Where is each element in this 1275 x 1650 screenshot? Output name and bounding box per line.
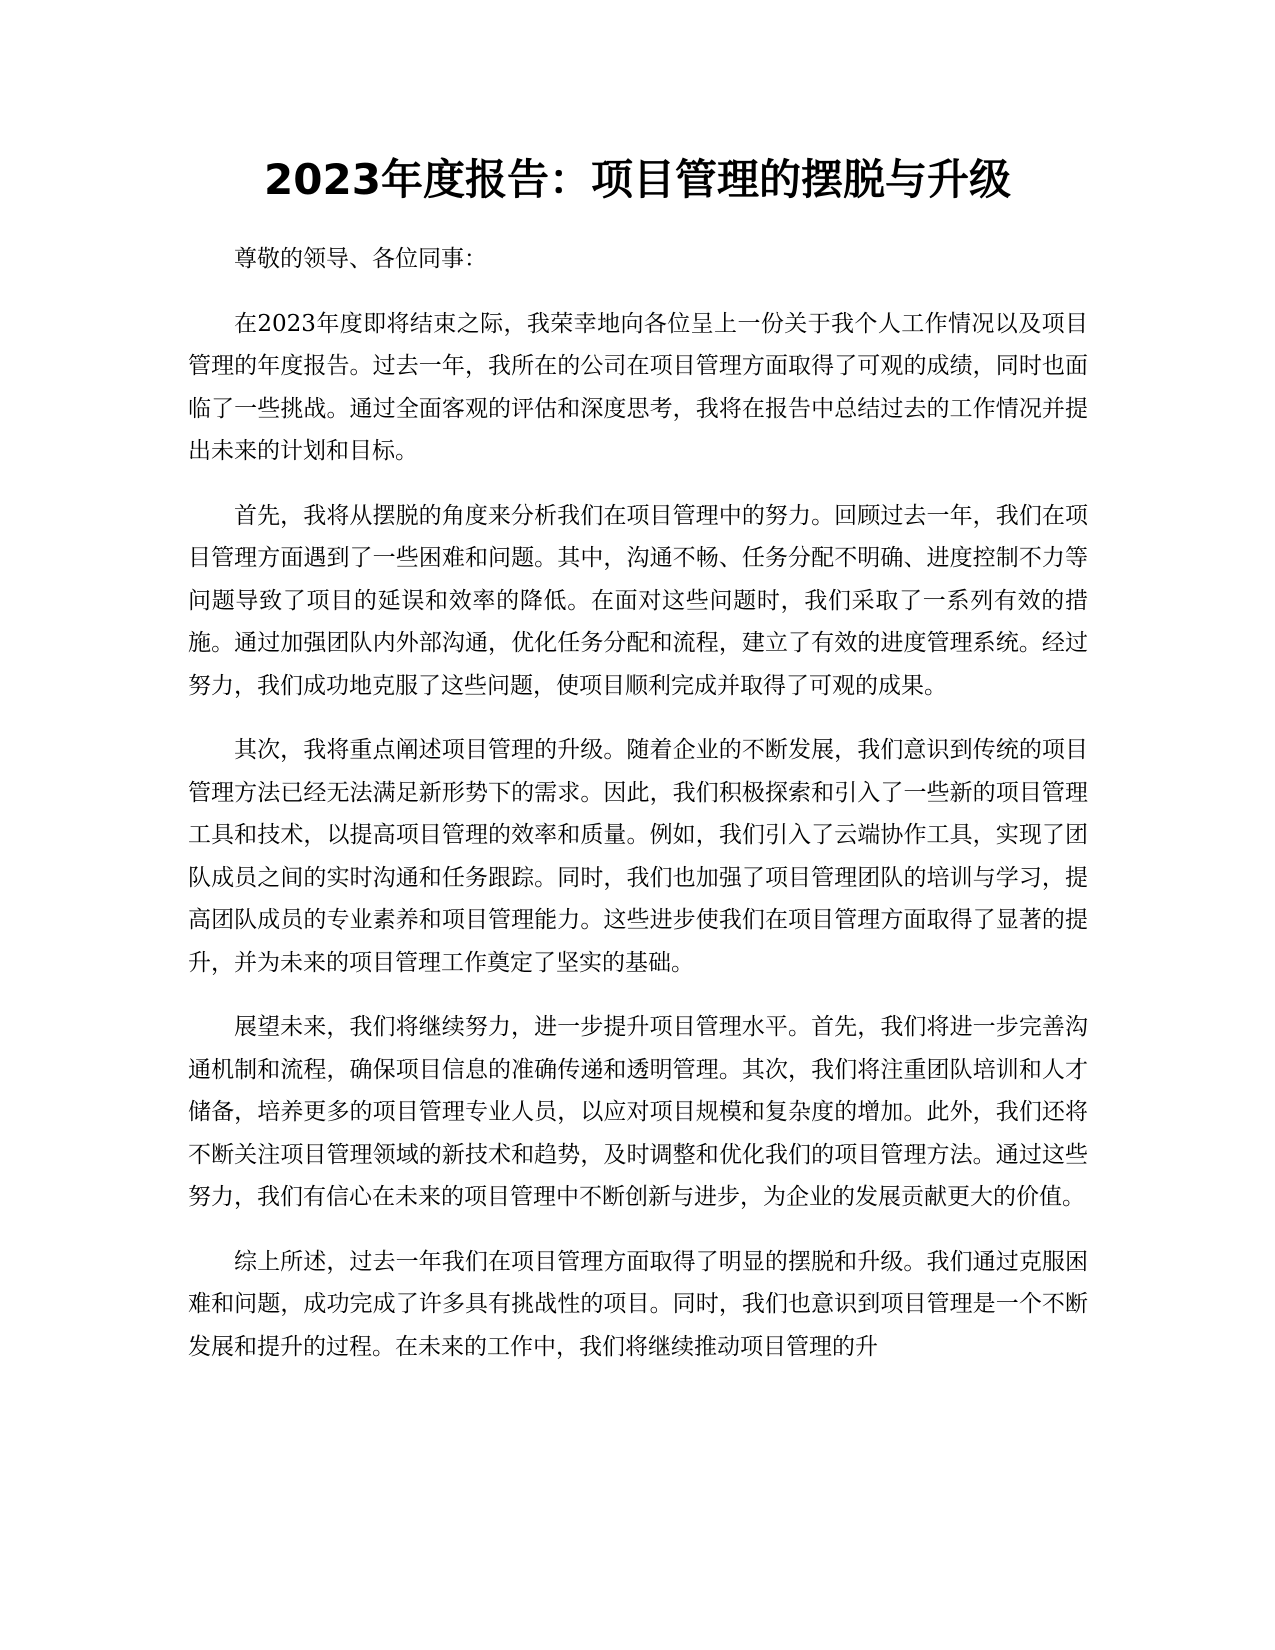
summary-paragraph: 综上所述，过去一年我们在项目管理方面取得了明显的摆脱和升级。我们通过克服困难和问题，成功完成了许多具有挑战性的项目。同时，我们也意识到项目管理是一个不断发展和提升的过程。在未来的工作中，我们将继续推动项目管理的升 <box>188 1248 1088 1360</box>
upgrade-paragraph: 其次，我将重点阐述项目管理的升级。随着企业的不断发展，我们意识到传统的项目管理方法已经无法满足新形势下的需求。因此，我们积极探索和引入了一些新的项目管理工具和技术，以提高项目管理的效率和质量。例如，我们引入了云端协作工具，实现了团队成员之间的实时沟通和任务跟踪。同时，我们也加强了项目管理团队的培训与学习，提高团队成员的专业素养和项目管理能力。这些进步使我们在项目管理方面取得了显著的提升，并为未来的项目管理工作奠定了坚实的基础。 <box>188 737 1088 976</box>
outlook-paragraph: 展望未来，我们将继续努力，进一步提升项目管理水平。首先，我们将进一步完善沟通机制和流程，确保项目信息的准确传递和透明管理。其次，我们将注重团队培训和人才储备，培养更多的项目管理专业人员，以应对项目规模和复杂度的增加。此外，我们还将不断关注项目管理领域的新技术和趋势，及时调整和优化我们的项目管理方法。通过这些努力，我们有信心在未来的项目管理中不断创新与进步，为企业的发展贡献更大的价值。 <box>188 1014 1088 1210</box>
document-title: 2023年度报告：项目管理的摆脱与升级 <box>264 155 1011 204</box>
breakthrough-paragraph: 首先，我将从摆脱的角度来分析我们在项目管理中的努力。回顾过去一年，我们在项目管理方面遇到了一些困难和问题。其中，沟通不畅、任务分配不明确、进度控制不力等问题导致了项目的延误和效率的降低。在面对这些问题时，我们采取了一系列有效的措施。通过加强团队内外部沟通，优化任务分配和流程，建立了有效的进度管理系统。经过努力，我们成功地克服了这些问题，使项目顺利完成并取得了可观的成果。 <box>188 502 1088 699</box>
intro-paragraph: 在2023年度即将结束之际，我荣幸地向各位呈上一份关于我个人工作情况以及项目管理的年度报告。过去一年，我所在的公司在项目管理方面取得了可观的成绩，同时也面临了一些挑战。通过全面客观的评估和深度思考，我将在报告中总结过去的工作情况并提出未来的计划和目标。 <box>188 310 1088 464</box>
document-body <box>188 238 1088 1390</box>
salutation-paragraph: 尊敬的领导、各位同事： <box>234 246 487 272</box>
